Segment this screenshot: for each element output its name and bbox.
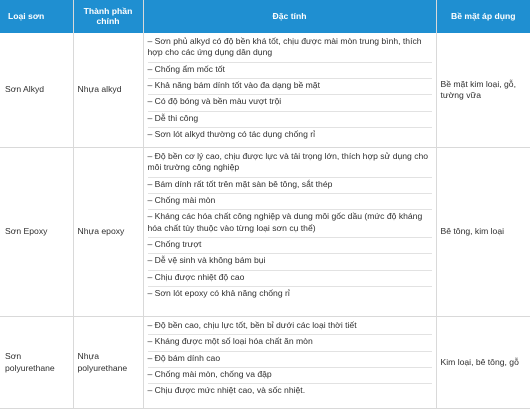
- paint-type-cell: Sơn Epoxy: [0, 148, 73, 317]
- property-item: – Chống trượt: [148, 238, 432, 254]
- table-header: [0, 0, 530, 33]
- component-cell: Nhựa polyurethane: [73, 317, 143, 409]
- paint-type-cell: Sơn polyurethane: [0, 317, 73, 409]
- property-item: – Sơn lót alkyd thường có tác dụng chống rỉ: [147, 129, 316, 140]
- property-item: – Chống mài mòn, chống va đập: [148, 368, 432, 384]
- table-row: [0, 33, 530, 148]
- property-item: – Dễ vệ sinh và không bám bụi: [148, 254, 432, 270]
- property-item: – Dễ thi công: [148, 112, 432, 128]
- property-item: – Chịu được nhiệt độ cao: [148, 271, 432, 287]
- property-item: – Độ bền cao, chịu lực tốt, bền bỉ dưới các loại thời tiết: [148, 319, 432, 335]
- property-item: – Kháng được một số loại hóa chất ăn mòn: [148, 335, 432, 351]
- property-item: – Chịu được mức nhiệt cao, và sốc nhiệt.: [147, 385, 306, 396]
- property-item: – Sơn phủ alkyd có độ bền khá tốt, chịu được mài mòn trung bình, thích hợp cho các ứng dụng dân dụng: [148, 35, 432, 63]
- component-cell: Nhựa epoxy: [73, 148, 143, 317]
- property-item: – Độ bền cơ lý cao, chịu được lực và tải trọng lớn, thích hợp sử dụng cho môi trường công nghiệp: [148, 150, 432, 178]
- property-item: – Bám dính rất tốt trên mặt sàn bê tông, sắt thép: [148, 178, 432, 194]
- property-item: – Kháng các hóa chất công nghiệp và dung môi gốc dầu (mức độ kháng hóa chất tùy thuộc vào từng loại sơn cụ thể): [148, 210, 432, 238]
- properties-cell: [143, 33, 436, 148]
- header-paint-type: Loại sơn: [0, 0, 73, 33]
- properties-cell: [143, 148, 436, 317]
- property-item: – Có độ bóng và bền màu vượt trội: [148, 95, 432, 111]
- property-item: – Sơn lót epoxy có khả năng chống rỉ: [147, 288, 290, 299]
- table-row: [0, 148, 530, 317]
- surface-cell: Bề mặt kim loại, gỗ, tường vữa: [436, 33, 530, 148]
- property-item: – Chống ẩm mốc tốt: [148, 63, 432, 79]
- component-cell: Nhựa alkyd: [73, 33, 143, 148]
- properties-cell: [143, 317, 436, 409]
- surface-cell: Bê tông, kim loại: [436, 148, 530, 317]
- header-properties: Đặc tính: [143, 0, 436, 33]
- property-item: – Khả năng bám dính tốt vào đa dạng bề mặt: [148, 79, 432, 95]
- header-row: [0, 0, 530, 33]
- table-row: [0, 317, 530, 409]
- header-main-component: Thành phần chính: [73, 0, 143, 33]
- property-item: – Độ bám dính cao: [148, 352, 432, 368]
- paint-type-cell: Sơn Alkyd: [0, 33, 73, 148]
- header-surface: Bề mặt áp dụng: [436, 0, 530, 33]
- surface-cell: Kim loại, bê tông, gỗ: [436, 317, 530, 409]
- property-item: – Chống mài mòn: [148, 194, 432, 210]
